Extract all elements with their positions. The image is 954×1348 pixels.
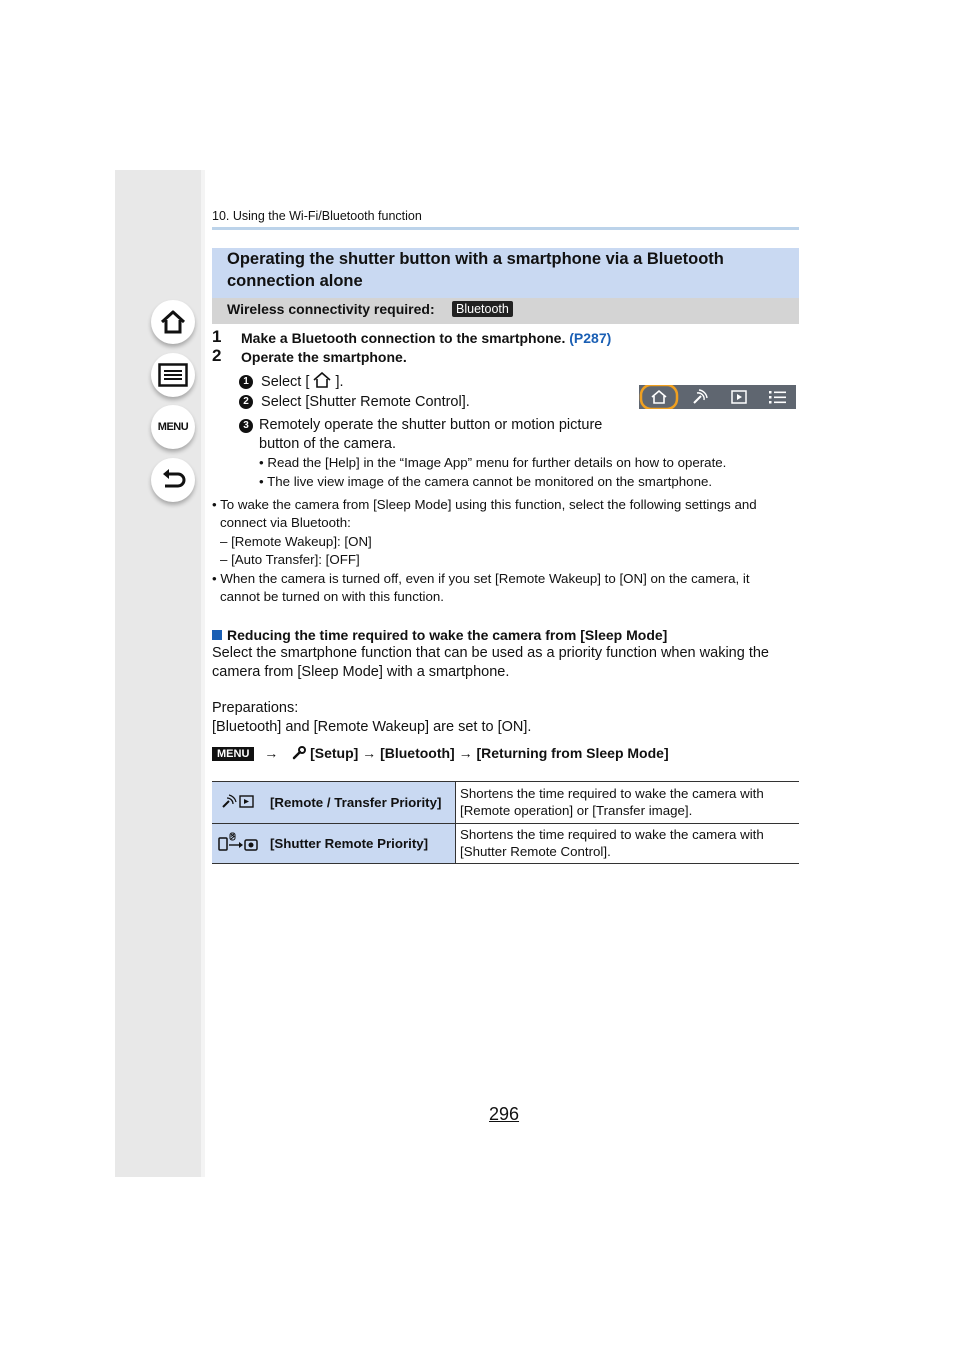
- subsection-text: Select the smartphone function that can be used as a priority function when waking the: [212, 645, 769, 661]
- step-2-text: Operate the smartphone.: [241, 349, 407, 365]
- preparations-text: [Bluetooth] and [Remote Wakeup] are set to [ON].: [212, 719, 532, 735]
- section-square-icon: [212, 630, 222, 640]
- table-row: [212, 782, 799, 824]
- table-icon-cell: [212, 824, 264, 864]
- subsection-title: Reducing the time required to wake the camera from [Sleep Mode]: [227, 627, 668, 643]
- circled-number: 1: [239, 375, 253, 389]
- table-name-cell: [Shutter Remote Priority]: [264, 824, 456, 864]
- home-icon: [313, 372, 331, 388]
- home-icon: [159, 308, 187, 336]
- step-text: [241, 330, 611, 346]
- substep-1-pre: Select [: [261, 374, 310, 390]
- path-target: [Returning from Sleep Mode]: [476, 745, 669, 761]
- table-desc-cell: Shortens the time required to wake the camera with [Shutter Remote Control].: [456, 824, 800, 864]
- substep-1: [239, 372, 344, 390]
- table-row: [212, 824, 799, 864]
- requirement-label: Wireless connectivity required:: [227, 301, 435, 317]
- remote-transfer-icon: [221, 792, 255, 810]
- substep-1-post: ].: [335, 374, 344, 390]
- note-line: connect via Bluetooth:: [220, 515, 351, 530]
- section-title: Operating the shutter button with a smartphone via a Bluetooth connection alone: [227, 250, 724, 290]
- substep-3-marker: [239, 417, 253, 435]
- menu-path: [212, 745, 669, 761]
- note-line: • When the camera is turned off, even if you set [Remote Wakeup] to [ON] on the camera, it: [212, 571, 750, 586]
- bluetooth-badge: Bluetooth: [452, 301, 513, 317]
- note-line: – [Auto Transfer]: [OFF]: [220, 552, 360, 567]
- subsection-text: camera from [Sleep Mode] with a smartphone.: [212, 664, 510, 680]
- contents-button[interactable]: [151, 353, 195, 397]
- menu-badge: MENU: [212, 747, 254, 761]
- camera-app-icons: [639, 385, 796, 409]
- page-number: 296: [489, 1104, 520, 1124]
- table-desc-cell: Shortens the time required to wake the camera with [Remote operation] or [Transfer image].: [456, 782, 800, 824]
- note-line: – [Remote Wakeup]: [ON]: [220, 534, 372, 549]
- page-link[interactable]: (P287): [569, 330, 612, 346]
- sidebar-edge: [201, 170, 205, 1177]
- substep-2-text: Select [Shutter Remote Control].: [261, 394, 470, 410]
- home-button[interactable]: [151, 300, 195, 344]
- note-line: cannot be turned on with this function.: [220, 589, 444, 604]
- substep-2: [239, 394, 470, 410]
- arrow: →: [458, 745, 473, 761]
- circled-number: 2: [239, 395, 253, 409]
- step-number: 1: [212, 327, 222, 346]
- table-name-cell: [Remote / Transfer Priority]: [264, 782, 456, 824]
- shutter-remote-icon: [218, 832, 258, 852]
- back-button[interactable]: [151, 458, 195, 502]
- table-icon-cell: [212, 782, 264, 824]
- menu-label: MENU: [157, 421, 189, 433]
- camera-app-bar: [639, 385, 796, 409]
- subsection-heading: [212, 627, 667, 643]
- subnote: • Read the [Help] in the “Image App” menu for further details on how to operate.: [259, 455, 727, 470]
- arrow: →: [264, 745, 279, 761]
- menu-button[interactable]: [151, 405, 195, 449]
- step-1-text: Make a Bluetooth connection to the smartphone.: [241, 330, 566, 346]
- list-icon: [158, 363, 188, 387]
- subnote: • The live view image of the camera cannot be monitored on the smartphone.: [259, 474, 713, 489]
- header-rule: [212, 227, 799, 230]
- circled-number: 3: [239, 419, 253, 433]
- back-arrow-icon: [159, 466, 187, 494]
- preparations-label: Preparations:: [212, 700, 299, 716]
- path-setup: [Setup]: [310, 745, 359, 761]
- substep-3-text: Remotely operate the shutter button or motion picture button of the camera.: [259, 417, 603, 452]
- path-bluetooth: [Bluetooth]: [380, 745, 455, 761]
- step-number: 2: [212, 346, 222, 365]
- breadcrumb: 10. Using the Wi-Fi/Bluetooth function: [212, 209, 422, 223]
- wrench-icon: [292, 746, 306, 760]
- arrow: →: [362, 745, 377, 761]
- note-line: • To wake the camera from [Sleep Mode] using this function, select the following settings and: [212, 497, 757, 512]
- settings-table: [212, 781, 799, 864]
